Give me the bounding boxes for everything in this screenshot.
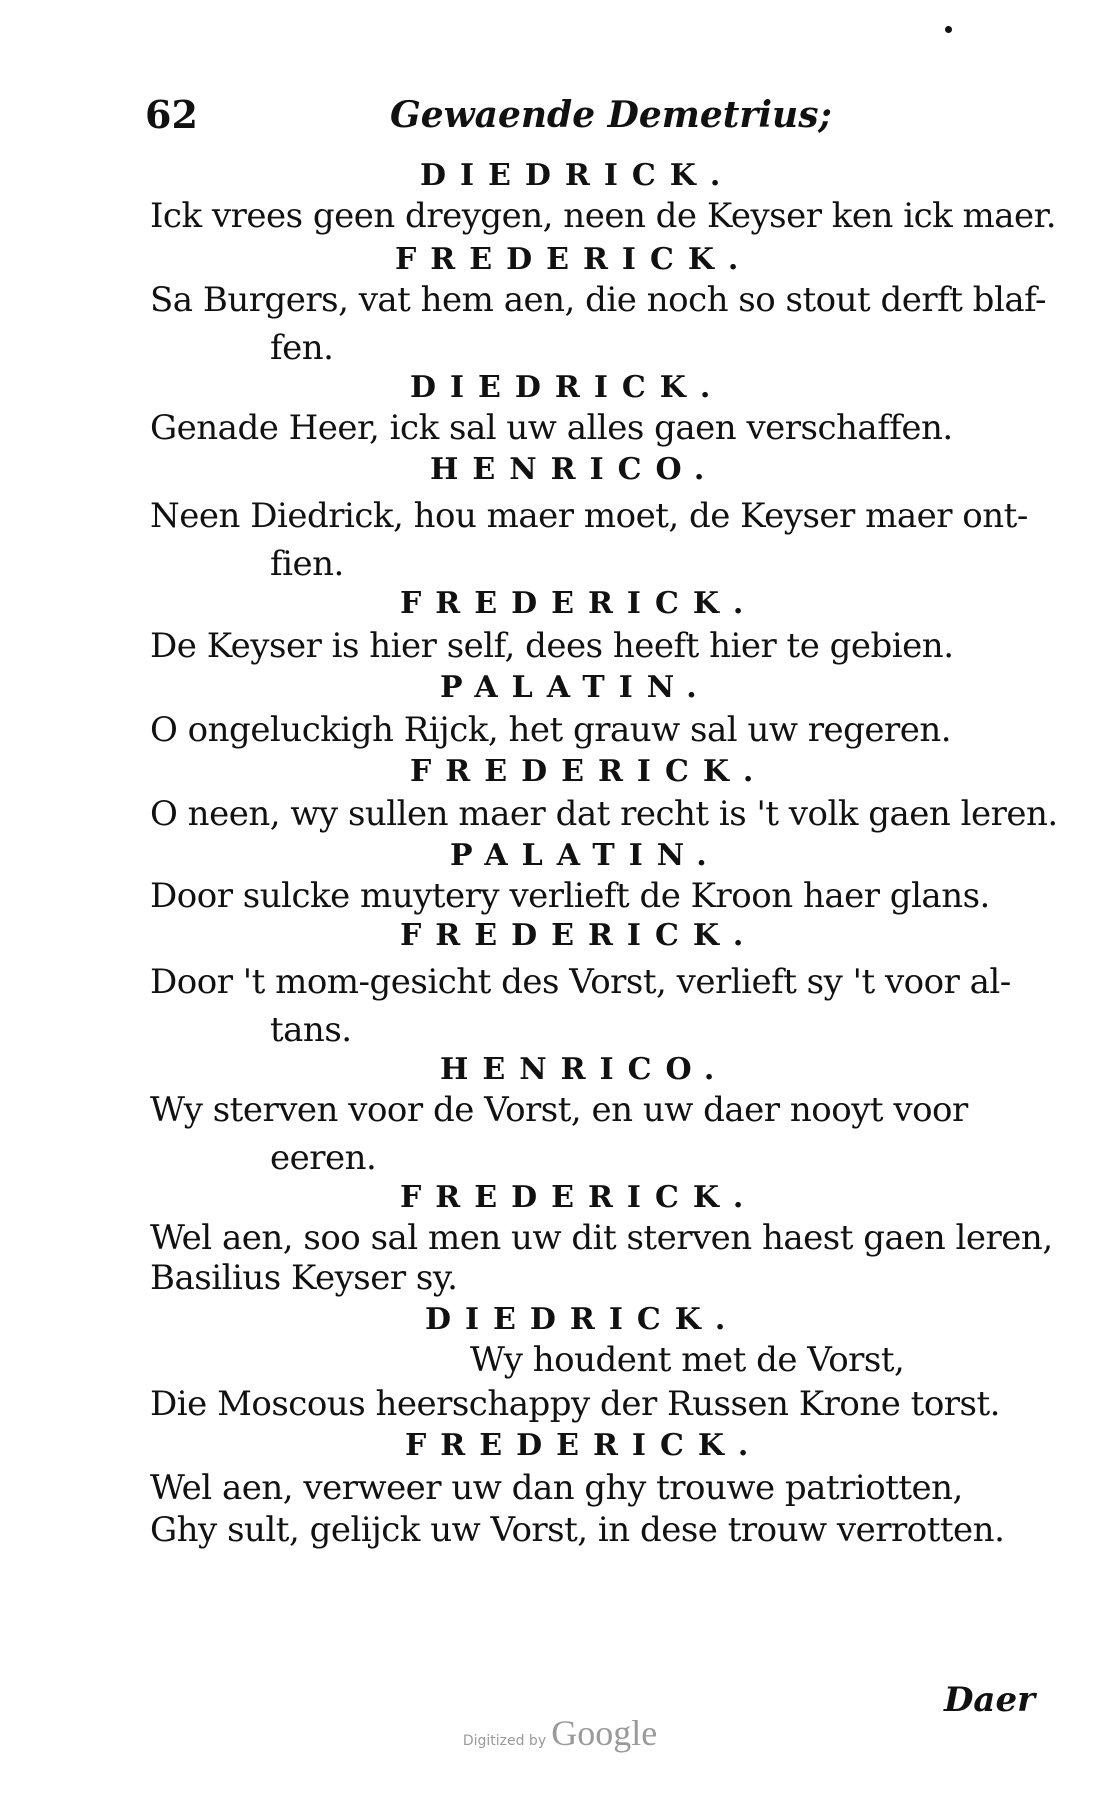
speaker-name: DIEDRICK. xyxy=(410,370,725,405)
speaker-name: DIEDRICK. xyxy=(420,158,735,193)
verse-line: Wy sterven voor de Vorst, en uw daer nooyt voor xyxy=(150,1090,968,1130)
speaker-name: HENRICO. xyxy=(440,1052,729,1087)
speaker-name: PALATIN. xyxy=(450,838,721,873)
verse-line: Basilius Keyser sy. xyxy=(150,1258,458,1298)
verse-line: Sa Burgers, vat hem aen, die noch so stout derft blaf- xyxy=(150,280,1046,320)
verse-line: Door 't mom-gesicht des Vorst, verlieft sy 't voor al- xyxy=(150,962,1011,1002)
verse-continuation: eeren. xyxy=(270,1138,377,1178)
speaker-name: DIEDRICK. xyxy=(425,1302,740,1337)
speaker-name: FREDERICK. xyxy=(410,754,768,789)
verse-continuation: fien. xyxy=(270,544,344,584)
page-header xyxy=(145,92,1045,142)
watermark-logo: Google xyxy=(551,1713,658,1753)
speaker-name: HENRICO. xyxy=(430,452,719,487)
speaker-name: FREDERICK. xyxy=(395,242,753,277)
digitization-watermark xyxy=(0,1712,1120,1754)
verse-continuation: tans. xyxy=(270,1010,352,1050)
verse-line: Wy houdent met de Vorst, xyxy=(470,1340,905,1380)
verse-line: Wel aen, verweer uw dan ghy trouwe patriotten, xyxy=(150,1468,963,1508)
verse-continuation: fen. xyxy=(270,328,334,368)
running-title: Gewaende Demetrius; xyxy=(390,94,832,136)
speaker-name: FREDERICK. xyxy=(400,918,758,953)
verse-line: Ick vrees geen dreygen, neen de Keyser ken ick maer. xyxy=(150,196,1056,236)
verse-line: Neen Diedrick, hou maer moet, de Keyser maer ont- xyxy=(150,496,1028,536)
verse-line: Ghy sult, gelijck uw Vorst, in dese trouw verrotten. xyxy=(150,1510,1005,1550)
verse-line: O neen, wy sullen maer dat recht is 't volk gaen leren. xyxy=(150,794,1058,834)
verse-line: Die Moscous heerschappy der Russen Krone torst. xyxy=(150,1384,1000,1424)
speaker-name: FREDERICK. xyxy=(400,586,758,621)
verse-line: O ongeluckigh Rijck, het grauw sal uw regeren. xyxy=(150,710,952,750)
watermark-prefix: Digitized by xyxy=(462,1733,547,1749)
speaker-name: PALATIN. xyxy=(440,670,711,705)
catchword: Daer xyxy=(943,1680,1035,1720)
verse-line: Genade Heer, ick sal uw alles gaen verschaffen. xyxy=(150,408,953,448)
speaker-name: FREDERICK. xyxy=(405,1428,763,1463)
verse-line: Door sulcke muytery verlieft de Kroon haer glans. xyxy=(150,876,990,916)
speaker-name: FREDERICK. xyxy=(400,1180,758,1215)
verse-line: De Keyser is hier self, dees heeft hier te gebien. xyxy=(150,626,954,666)
verse-line: Wel aen, soo sal men uw dit sterven haest gaen leren, xyxy=(150,1218,1053,1258)
ink-speck xyxy=(945,26,952,33)
page-number: 62 xyxy=(145,92,198,137)
